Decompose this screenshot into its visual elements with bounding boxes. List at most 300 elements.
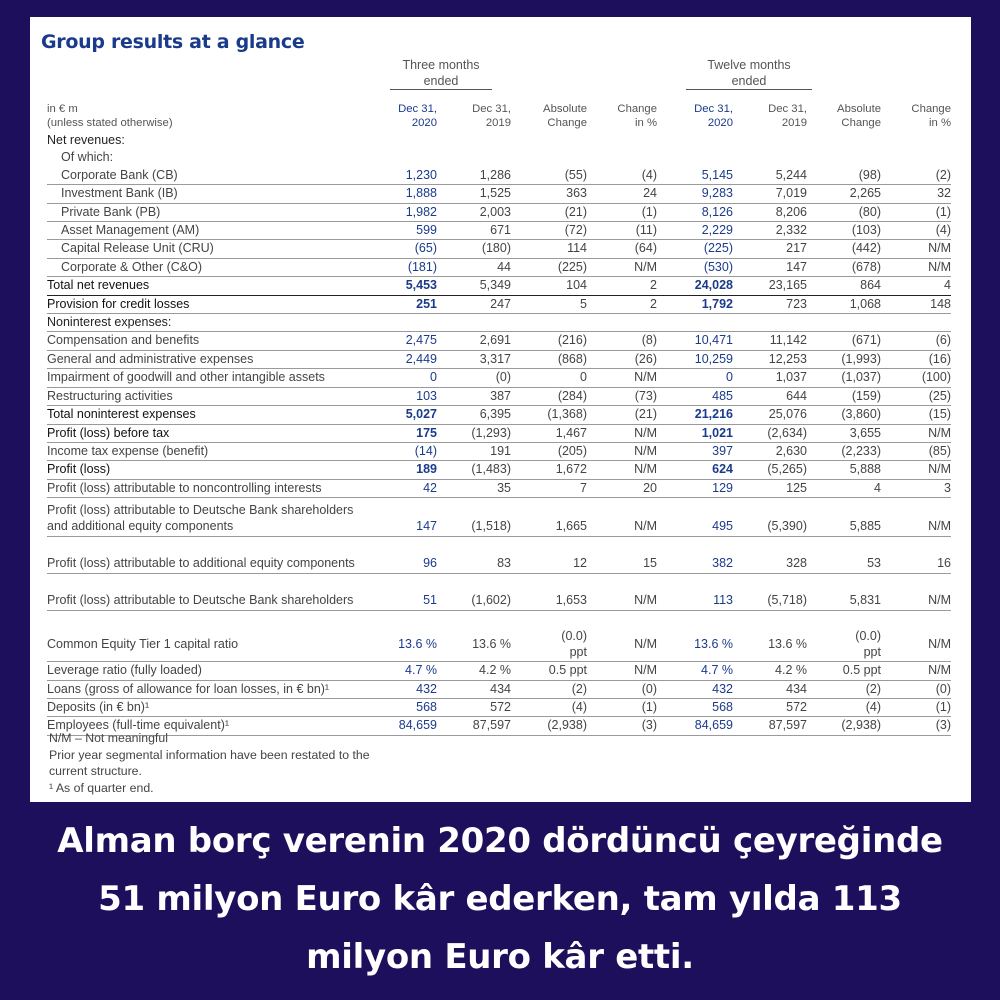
cell-value: 12,253 [733,350,807,368]
column-header: Dec 31, 2020 [694,103,733,129]
cell-value: 495 [657,498,733,537]
units-line-2: (unless stated otherwise) [47,116,173,129]
cell-value: 644 [733,387,807,405]
cell-value: 5,244 [733,167,807,185]
cell-value: 1,068 [807,295,881,313]
cell-value: N/M [881,258,951,276]
row-label: Deposits (in € bn)¹ [47,698,367,716]
cell-value: 87,597 [733,717,807,735]
cell-value: 8,206 [733,203,807,221]
cell-value: 5,453 [367,277,437,295]
cell-value: N/M [587,258,657,276]
cell-value: (3,860) [807,406,881,424]
cell-value: 25,076 [733,406,807,424]
cell-value [437,149,511,166]
row-label: Provision for credit losses [47,295,367,313]
cell-value: 42 [367,479,437,497]
cell-value: 5,145 [657,167,733,185]
cell-value: N/M [881,424,951,442]
cell-value: 35 [437,479,511,497]
cell-value: 247 [437,295,511,313]
cell-value: 189 [367,461,437,479]
cell-value: (16) [881,350,951,368]
row-label: Total noninterest expenses [47,406,367,424]
cell-value: 2,003 [437,203,511,221]
cell-value: (1) [881,698,951,716]
units-header [47,103,367,132]
cell-value: (98) [807,167,881,185]
row-label: Profit (loss) attributable to Deutsche Bank shareholders and additional equity components [47,498,367,537]
cell-value: (0) [881,680,951,698]
spacer-row [47,611,951,628]
cell-value: N/M [881,627,951,662]
cell-value: 24 [587,185,657,203]
cell-value: 10,259 [657,350,733,368]
cell-value: (671) [807,332,881,350]
cell-value [807,132,881,149]
cell-value: (2,634) [733,424,807,442]
cell-value [511,314,587,332]
cell-value: 13.6 % [733,627,807,662]
table-row [47,185,951,203]
cell-value: 572 [733,698,807,716]
table-row [47,498,951,537]
cell-value: 191 [437,442,511,460]
cell-value: 2 [587,277,657,295]
table-row [47,277,951,295]
cell-value: (21) [511,203,587,221]
row-label: Of which: [61,150,114,165]
row-label: Impairment of goodwill and other intangible assets [47,369,367,387]
cell-value [657,132,733,149]
row-label: Compensation and benefits [47,332,367,350]
cell-value: (0.0) ppt [511,627,587,662]
cell-value: (2) [511,680,587,698]
table-row [47,369,951,387]
cell-value: (26) [587,350,657,368]
cell-value: 44 [437,258,511,276]
cell-value: (55) [511,167,587,185]
cell-value [587,149,657,166]
cell-value [367,149,437,166]
cell-value: 432 [367,680,437,698]
cell-value: 1,230 [367,167,437,185]
cell-value: 4.2 % [733,662,807,680]
row-label: Profit (loss) [47,461,367,479]
column-header: Absolute Change [837,103,881,129]
cell-value: 1,792 [657,295,733,313]
cell-value: 434 [733,680,807,698]
table-row [47,149,951,166]
cell-value [733,132,807,149]
caption-line: Alman borç verenin 2020 dördüncü çeyreğinde [57,821,943,861]
cell-value: 432 [657,680,733,698]
caption [0,812,1000,986]
spacer-cell [587,611,657,628]
cell-value: 568 [657,698,733,716]
table-row [47,662,951,680]
cell-value: 397 [657,442,733,460]
row-label: Income tax expense (benefit) [47,442,367,460]
cell-value: (21) [587,406,657,424]
cell-value: (1,602) [437,574,511,611]
cell-value: 485 [657,387,733,405]
cell-value: 84,659 [657,717,733,735]
cell-value: N/M [881,240,951,258]
row-label: Capital Release Unit (CRU) [47,240,367,258]
cell-value: (216) [511,332,587,350]
cell-value: 434 [437,680,511,698]
cell-value: (80) [807,203,881,221]
cell-value [807,149,881,166]
cell-value: 217 [733,240,807,258]
footnote: N/M – Not meaningful [49,731,168,745]
row-label: Investment Bank (IB) [47,185,367,203]
page-title: Group results at a glance [41,31,305,53]
cell-value [881,314,951,332]
cell-value: 147 [367,498,437,537]
column-header: Dec 31, 2019 [472,103,511,129]
cell-value [657,314,733,332]
column-header: Change in % [911,103,951,129]
spacer-cell [47,611,367,628]
cell-value: (159) [807,387,881,405]
cell-value: N/M [881,461,951,479]
table-row [47,442,951,460]
cell-value: 723 [733,295,807,313]
spacer-cell [733,611,807,628]
cell-value: 11,142 [733,332,807,350]
cell-value: 13.6 % [367,627,437,662]
cell-value: 21,216 [657,406,733,424]
cell-value: (65) [367,240,437,258]
cell-value: 12 [511,537,587,574]
cell-value: N/M [587,442,657,460]
cell-value: 4 [881,277,951,295]
cell-value: 5,888 [807,461,881,479]
cell-value: 671 [437,222,511,240]
cell-value: (1) [587,698,657,716]
cell-value: 2,630 [733,442,807,460]
table-row [47,222,951,240]
cell-value: 125 [733,479,807,497]
cell-value: (5,718) [733,574,807,611]
table-row [47,167,951,185]
cell-value: (1,037) [807,369,881,387]
cell-value [587,132,657,149]
row-label: Net revenues: [47,133,125,147]
cell-value: 51 [367,574,437,611]
cell-value: 251 [367,295,437,313]
table-row [47,698,951,716]
footnote: current structure. [49,764,142,778]
table-row [47,314,951,332]
table-row [47,332,951,350]
cell-value: 3,317 [437,350,511,368]
cell-value: 103 [367,387,437,405]
cell-value: 5,831 [807,574,881,611]
cell-value: 1,286 [437,167,511,185]
cell-value: (1,293) [437,424,511,442]
spacer-cell [807,611,881,628]
cell-value [437,314,511,332]
cell-value: N/M [587,662,657,680]
cell-value: 5,885 [807,498,881,537]
cell-value: (678) [807,258,881,276]
cell-value: (4) [511,698,587,716]
column-header: Absolute Change [543,103,587,129]
spacer-cell [437,611,511,628]
cell-value: 4.7 % [657,662,733,680]
cell-value: 387 [437,387,511,405]
cell-value: (64) [587,240,657,258]
cell-value: 0 [657,369,733,387]
cell-value: N/M [587,627,657,662]
cell-value: 0 [367,369,437,387]
spacer-cell [367,611,437,628]
row-label: Private Bank (PB) [47,203,367,221]
cell-value: (73) [587,387,657,405]
row-label: Common Equity Tier 1 capital ratio [47,627,367,662]
cell-value: 5,349 [437,277,511,295]
cell-value: (0) [437,369,511,387]
cell-value: (2) [881,167,951,185]
cell-value: 129 [657,479,733,497]
cell-value: 148 [881,295,951,313]
cell-value [511,149,587,166]
cell-value: 7,019 [733,185,807,203]
row-label: Corporate & Other (C&O) [47,258,367,276]
twelve-months-header: Twelve months ended [686,57,812,90]
footnote: ¹ As of quarter end. [49,780,154,795]
table-row [47,295,951,313]
cell-value: 83 [437,537,511,574]
cell-value: 32 [881,185,951,203]
cell-value: (5,265) [733,461,807,479]
cell-value: 1,888 [367,185,437,203]
cell-value: (530) [657,258,733,276]
column-header: Dec 31, 2019 [768,103,807,129]
cell-value [511,132,587,149]
cell-value: (85) [881,442,951,460]
column-header: Change in % [617,103,657,129]
cell-value: 10,471 [657,332,733,350]
cell-value: 2,475 [367,332,437,350]
cell-value: (225) [657,240,733,258]
cell-value: (1,993) [807,350,881,368]
table-row [47,479,951,497]
cell-value: (100) [881,369,951,387]
cell-value: 104 [511,277,587,295]
cell-value: (1,368) [511,406,587,424]
cell-value: (72) [511,222,587,240]
cell-value: (284) [511,387,587,405]
cell-value: 1,467 [511,424,587,442]
cell-value: (1) [881,203,951,221]
cell-value: (2) [807,680,881,698]
cell-value: 568 [367,698,437,716]
cell-value: 1,525 [437,185,511,203]
cell-value: 23,165 [733,277,807,295]
cell-value [807,314,881,332]
cell-value: (1) [587,203,657,221]
table-row [47,680,951,698]
cell-value: 624 [657,461,733,479]
table-row [47,350,951,368]
row-label: General and administrative expenses [47,350,367,368]
row-label: Profit (loss) attributable to Deutsche Bank shareholders [47,574,367,611]
cell-value [733,149,807,166]
results-card [30,17,971,802]
table-row [47,203,951,221]
cell-value: 96 [367,537,437,574]
cell-value: 20 [587,479,657,497]
table-row [47,627,951,662]
cell-value: 1,037 [733,369,807,387]
spacer-cell [511,611,587,628]
cell-value: 84,659 [367,717,437,735]
cell-value: 6,395 [437,406,511,424]
table-row [47,258,951,276]
results-table [47,103,951,736]
cell-value: 864 [807,277,881,295]
row-label: Loans (gross of allowance for loan losses, in € bn)¹ [47,680,367,698]
table-row [47,406,951,424]
cell-value: N/M [587,369,657,387]
cell-value: 2,449 [367,350,437,368]
cell-value: 328 [733,537,807,574]
cell-value: 3,655 [807,424,881,442]
cell-value: (1,518) [437,498,511,537]
cell-value: 0 [511,369,587,387]
cell-value: 16 [881,537,951,574]
cell-value [367,314,437,332]
cell-value [437,132,511,149]
cell-value: (0.0) ppt [807,627,881,662]
spacer-cell [657,611,733,628]
cell-value [367,132,437,149]
cell-value: (181) [367,258,437,276]
row-label: Leverage ratio (fully loaded) [47,662,367,680]
cell-value: 1,672 [511,461,587,479]
cell-value: 13.6 % [437,627,511,662]
cell-value: 382 [657,537,733,574]
cell-value: 13.6 % [657,627,733,662]
cell-value: 2 [587,295,657,313]
footnote: Prior year segmental information have been restated to the [49,747,370,762]
cell-value: (14) [367,442,437,460]
cell-value: 8,126 [657,203,733,221]
cell-value [587,314,657,332]
cell-value: 24,028 [657,277,733,295]
cell-value: N/M [587,498,657,537]
cell-value: 5 [511,295,587,313]
cell-value [733,314,807,332]
cell-value: (5,390) [733,498,807,537]
cell-value: N/M [881,498,951,537]
cell-value: 1,021 [657,424,733,442]
cell-value: 1,653 [511,574,587,611]
row-label: Profit (loss) attributable to additional equity components [47,537,367,574]
cell-value: 53 [807,537,881,574]
cell-value: N/M [881,574,951,611]
cell-value: 0.5 ppt [807,662,881,680]
column-header: Dec 31, 2020 [398,103,437,129]
row-label: Total net revenues [47,277,367,295]
cell-value: (25) [881,387,951,405]
table-row [47,132,951,149]
cell-value: 7 [511,479,587,497]
cell-value: 5,027 [367,406,437,424]
row-label: Restructuring activities [47,387,367,405]
row-label: Employees (full-time equivalent)¹ [47,717,367,735]
cell-value: (15) [881,406,951,424]
cell-value: 1,982 [367,203,437,221]
cell-value: (4) [807,698,881,716]
table-row [47,574,951,611]
cell-value: 113 [657,574,733,611]
cell-value: 4.7 % [367,662,437,680]
cell-value: (225) [511,258,587,276]
cell-value: N/M [881,662,951,680]
cell-value: 114 [511,240,587,258]
cell-value [881,149,951,166]
cell-value: 15 [587,537,657,574]
spacer-cell [881,611,951,628]
table-row [47,537,951,574]
footnotes [49,730,370,796]
cell-value: 599 [367,222,437,240]
cell-value: (0) [587,680,657,698]
cell-value: 4.2 % [437,662,511,680]
cell-value: (868) [511,350,587,368]
cell-value: 147 [733,258,807,276]
cell-value: 87,597 [437,717,511,735]
cell-value: (180) [437,240,511,258]
row-label: Profit (loss) before tax [47,424,367,442]
cell-value: (1,483) [437,461,511,479]
cell-value: (2,233) [807,442,881,460]
row-label: Asset Management (AM) [47,222,367,240]
row-label: Profit (loss) attributable to noncontrolling interests [47,479,367,497]
cell-value: (3) [881,717,951,735]
cell-value: (442) [807,240,881,258]
cell-value [881,132,951,149]
cell-value: 4 [807,479,881,497]
cell-value: (6) [881,332,951,350]
caption-line: 51 milyon Euro kâr ederken, tam yılda 113 [98,879,902,919]
cell-value: (103) [807,222,881,240]
cell-value: 9,283 [657,185,733,203]
cell-value: 2,265 [807,185,881,203]
units-line-1: in € m [47,103,78,115]
cell-value: (2,938) [511,717,587,735]
table-header-row [47,103,951,132]
cell-value: 363 [511,185,587,203]
cell-value: N/M [587,424,657,442]
cell-value: (2,938) [807,717,881,735]
cell-value: (11) [587,222,657,240]
cell-value: N/M [587,461,657,479]
table-row [47,424,951,442]
cell-value: (4) [587,167,657,185]
cell-value: 0.5 ppt [511,662,587,680]
cell-value: 572 [437,698,511,716]
table-row [47,240,951,258]
cell-value: (8) [587,332,657,350]
cell-value: (4) [881,222,951,240]
row-label: Corporate Bank (CB) [47,167,367,185]
